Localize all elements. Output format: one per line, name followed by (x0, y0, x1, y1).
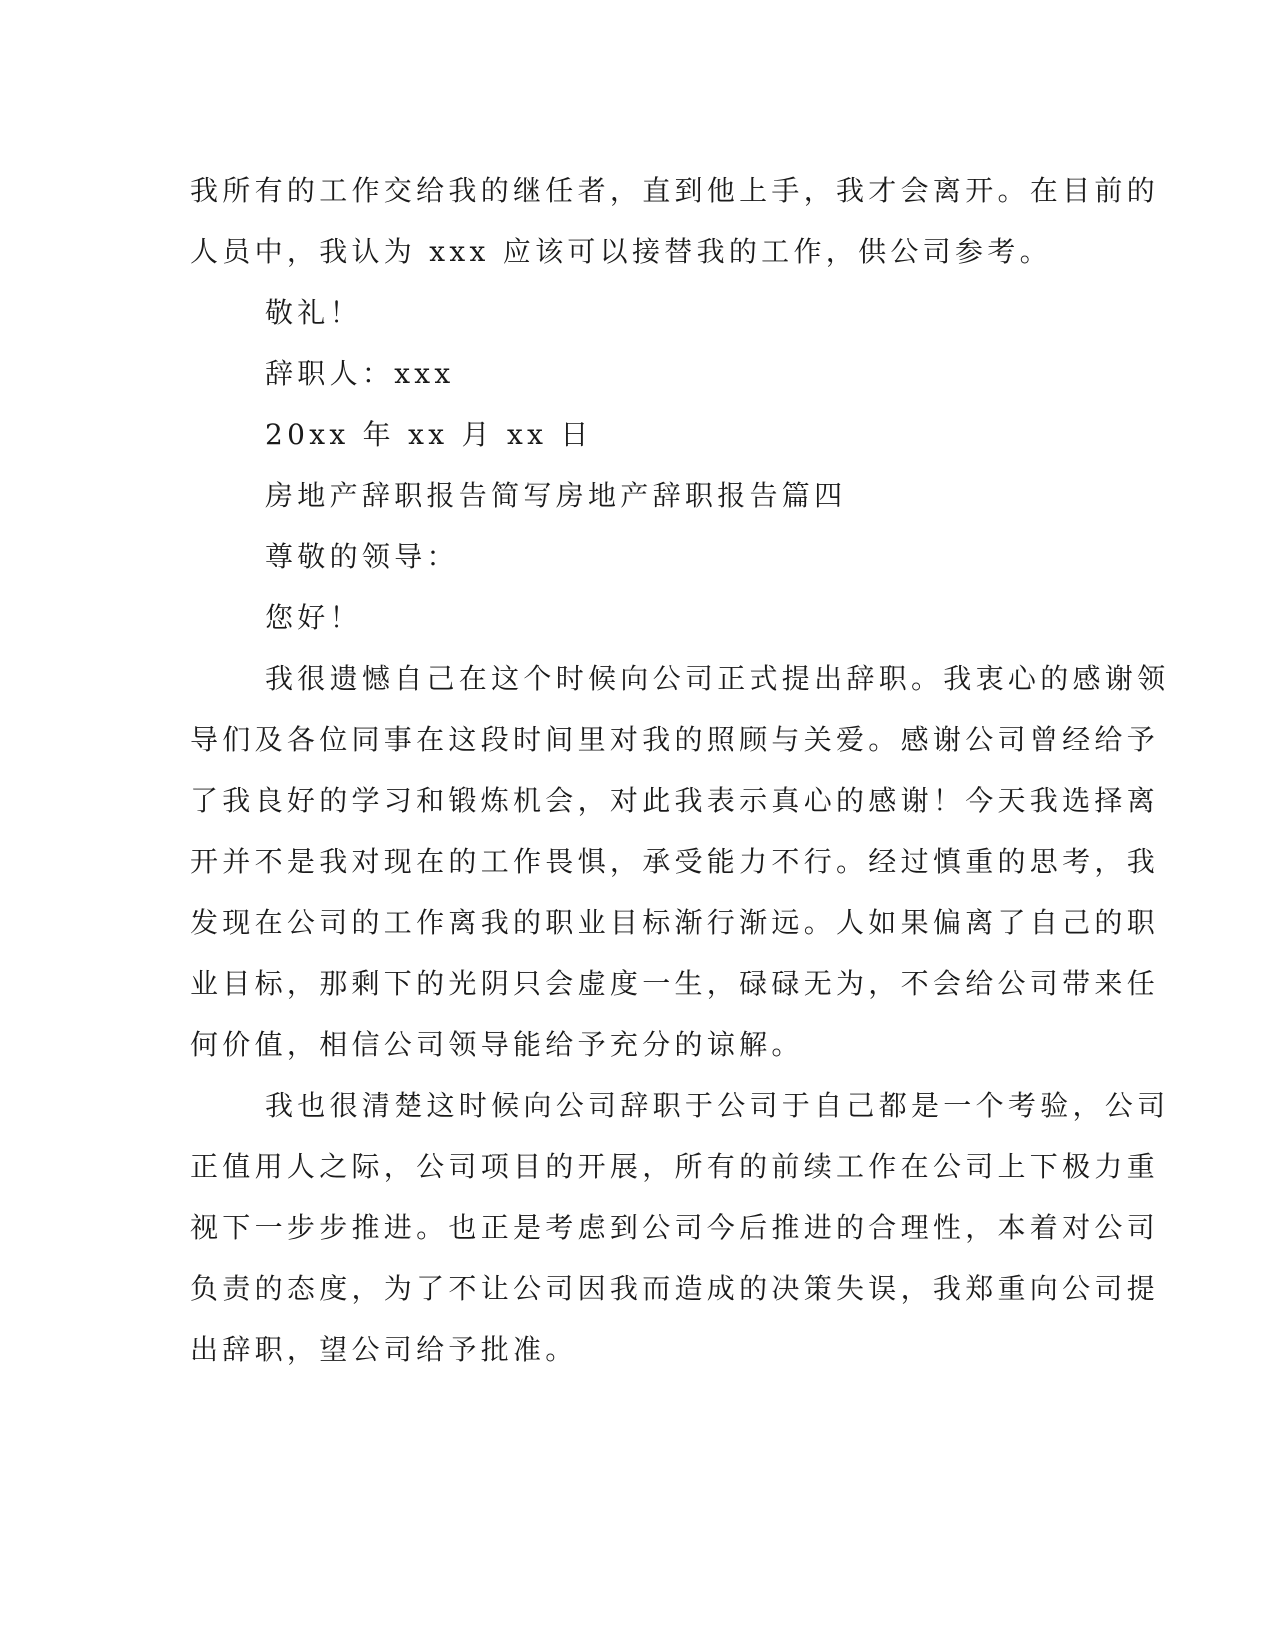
paragraph-line: 了我良好的学习和锻炼机会，对此我表示真心的感谢！今天我选择离 (190, 784, 1160, 817)
greeting-hello: 您好！ (265, 601, 362, 634)
paragraph-line: 人员中，我认为 xxx 应该可以接替我的工作，供公司参考。 (190, 235, 1052, 268)
paragraph-line: 我也很清楚这时候向公司辞职于公司于自己都是一个考验，公司 (265, 1089, 1170, 1122)
date-line: 20xx 年 xx 月 xx 日 (265, 418, 593, 451)
paragraph-line: 正值用人之际，公司项目的开展，所有的前续工作在公司上下极力重 (190, 1150, 1160, 1183)
paragraph-line: 视下一步步推进。也正是考虑到公司今后推进的合理性，本着对公司 (190, 1211, 1160, 1244)
paragraph-line: 开并不是我对现在的工作畏惧，承受能力不行。经过慎重的思考，我 (190, 845, 1160, 878)
paragraph-line: 导们及各位同事在这段时间里对我的照顾与关爱。感谢公司曾经给予 (190, 723, 1160, 756)
paragraph-line: 何价值，相信公司领导能给予充分的谅解。 (190, 1028, 804, 1061)
paragraph-line: 负责的态度，为了不让公司因我而造成的决策失误，我郑重向公司提 (190, 1272, 1160, 1305)
paragraph-line: 发现在公司的工作离我的职业目标渐行渐远。人如果偏离了自己的职 (190, 906, 1160, 939)
paragraph-line: 我很遗憾自己在这个时候向公司正式提出辞职。我衷心的感谢领 (265, 662, 1170, 695)
signature-line: 辞职人：xxx (265, 357, 455, 390)
paragraph-line: 业目标，那剩下的光阴只会虚度一生，碌碌无为，不会给公司带来任 (190, 967, 1160, 1000)
paragraph-line: 出辞职，望公司给予批准。 (190, 1333, 578, 1366)
closing-salutation: 敬礼！ (265, 296, 362, 329)
paragraph-line: 我所有的工作交给我的继任者，直到他上手，我才会离开。在目前的 (190, 174, 1160, 207)
greeting-recipient: 尊敬的领导： (265, 540, 459, 573)
letter-body (190, 160, 1170, 1380)
section-title: 房地产辞职报告简写房地产辞职报告篇四 (265, 479, 847, 512)
